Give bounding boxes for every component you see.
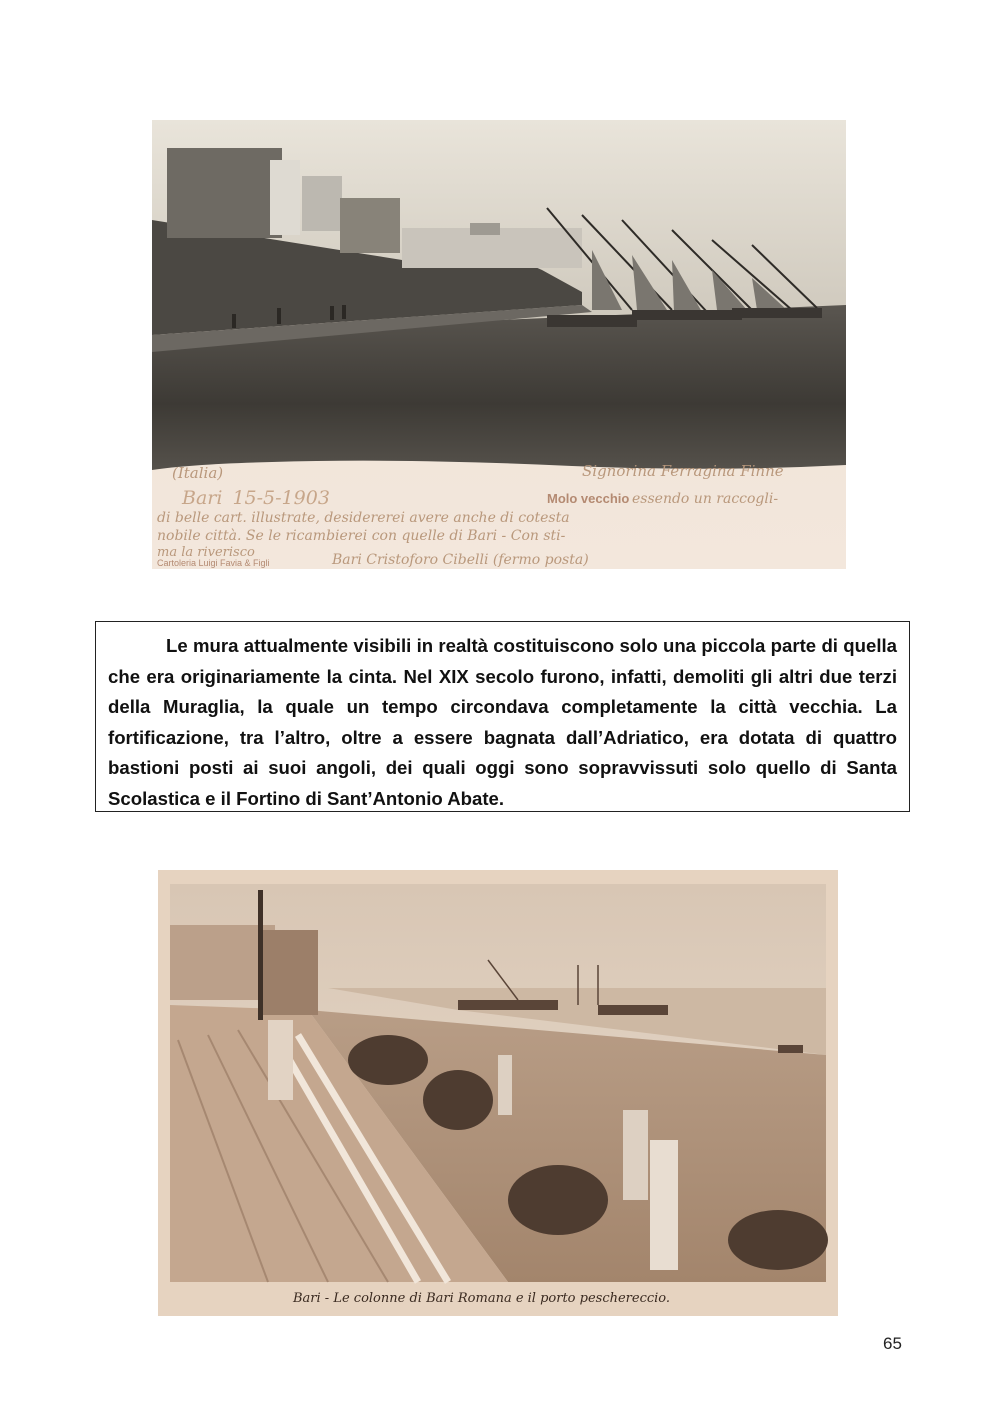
postcard-caption: Molo vecchio bbox=[547, 491, 630, 506]
postcard-molo-vecchio-image bbox=[152, 120, 846, 569]
postcard-bottom-caption: Bari - Le colonne di Bari Romana e il porto peschereccio. bbox=[293, 1291, 671, 1306]
page-number: 65 bbox=[883, 1334, 902, 1353]
postcard-colonne-image bbox=[158, 870, 838, 1316]
handwriting-line-0: (Italia) bbox=[172, 464, 224, 482]
publisher-label: Cartoleria Luigi Favia & Figli bbox=[157, 558, 270, 568]
date-label: 15-5-1903 bbox=[232, 487, 330, 509]
postcard-place-date bbox=[181, 487, 330, 509]
handwriting-line-3: di belle cart. illustrate, desidererei avere anche di cotesta bbox=[157, 510, 570, 526]
text-box-paragraph: Le mura attualmente visibili in realtà costituiscono solo una piccola parte di quella che era originariamente la cinta. Nel XIX secolo furono, infatti, demoliti gli altri due terzi della Muraglia, la quale un tempo circondava completamente la città vecchia. La fortificazione, tra l’altro, oltre a essere bagnata dall’Adriatico, era dotata di quattro bastioni posti ai suoi angoli, dei quali oggi sono sopravvissuti solo quello di Santa Scolastica e il Fortino di Sant’Antonio Abate. bbox=[108, 635, 897, 809]
postcard-molo-vecchio bbox=[152, 120, 846, 569]
handwriting-line-5: ma la riverisco bbox=[157, 545, 255, 560]
handwriting-line-4: nobile città. Se le ricambierei con quelle di Bari - Con sti- bbox=[157, 528, 566, 544]
handwriting-line-2: essendo un raccogli- bbox=[632, 491, 779, 507]
postcard-colonne-bari-romana bbox=[158, 870, 838, 1316]
place-label: Bari bbox=[182, 487, 223, 509]
handwriting-line-6: Bari Cristoforo Cibelli (fermo posta) bbox=[332, 552, 589, 568]
text-box bbox=[95, 621, 910, 812]
handwriting-line-1: Signorina Ferragina Finne bbox=[582, 462, 784, 480]
